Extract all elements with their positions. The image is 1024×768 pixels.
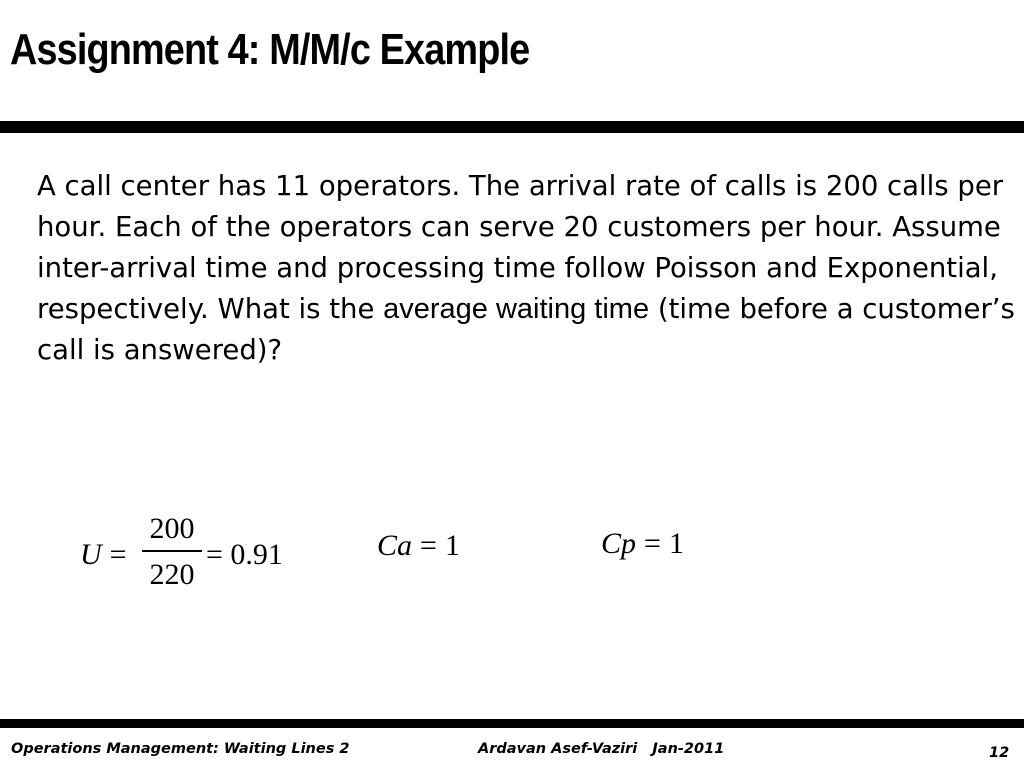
cp-equation — [601, 529, 684, 559]
footer-author-date: Ardavan Asef-Vaziri Jan-2011 — [478, 741, 725, 757]
footer-divider — [0, 719, 1024, 728]
ca-equation — [377, 531, 460, 561]
utilization-variable: U — [80, 538, 102, 571]
title-divider — [0, 121, 1024, 133]
utilization-fraction — [142, 514, 202, 590]
slide-title: Assignment 4: M/M/c Example — [10, 25, 530, 74]
cp-equals: = — [644, 527, 661, 560]
cp-value: 1 — [668, 527, 684, 560]
utilization-denominator: 220 — [149, 557, 195, 591]
ca-value: 1 — [444, 529, 460, 562]
problem-text-after: (time before a customer’s call is answered)? — [37, 293, 1015, 366]
utilization-numerator: 200 — [149, 512, 195, 545]
utilization-equals: = — [109, 538, 127, 571]
fraction-bar — [142, 550, 202, 552]
page-number: 12 — [989, 745, 1010, 761]
problem-statement — [37, 166, 1022, 371]
utilization-result: = 0.91 — [206, 538, 283, 571]
problem-text-before: A call center has 11 operators. The arrival rate of calls is 200 calls per hour. Each of the operators can serve 20 customers per hour. Assume inter-arrival time and processing time follow Poisson and Exponential, respectively. What is the — [37, 170, 1004, 325]
footer-course: Operations Management: Waiting Lines 2 — [11, 741, 350, 757]
utilization-lhs — [80, 540, 135, 570]
problem-emphasis: average waiting time — [383, 293, 650, 325]
ca-equals: = — [420, 529, 437, 562]
cp-variable: Cp — [601, 527, 637, 560]
ca-variable: Ca — [377, 529, 413, 562]
